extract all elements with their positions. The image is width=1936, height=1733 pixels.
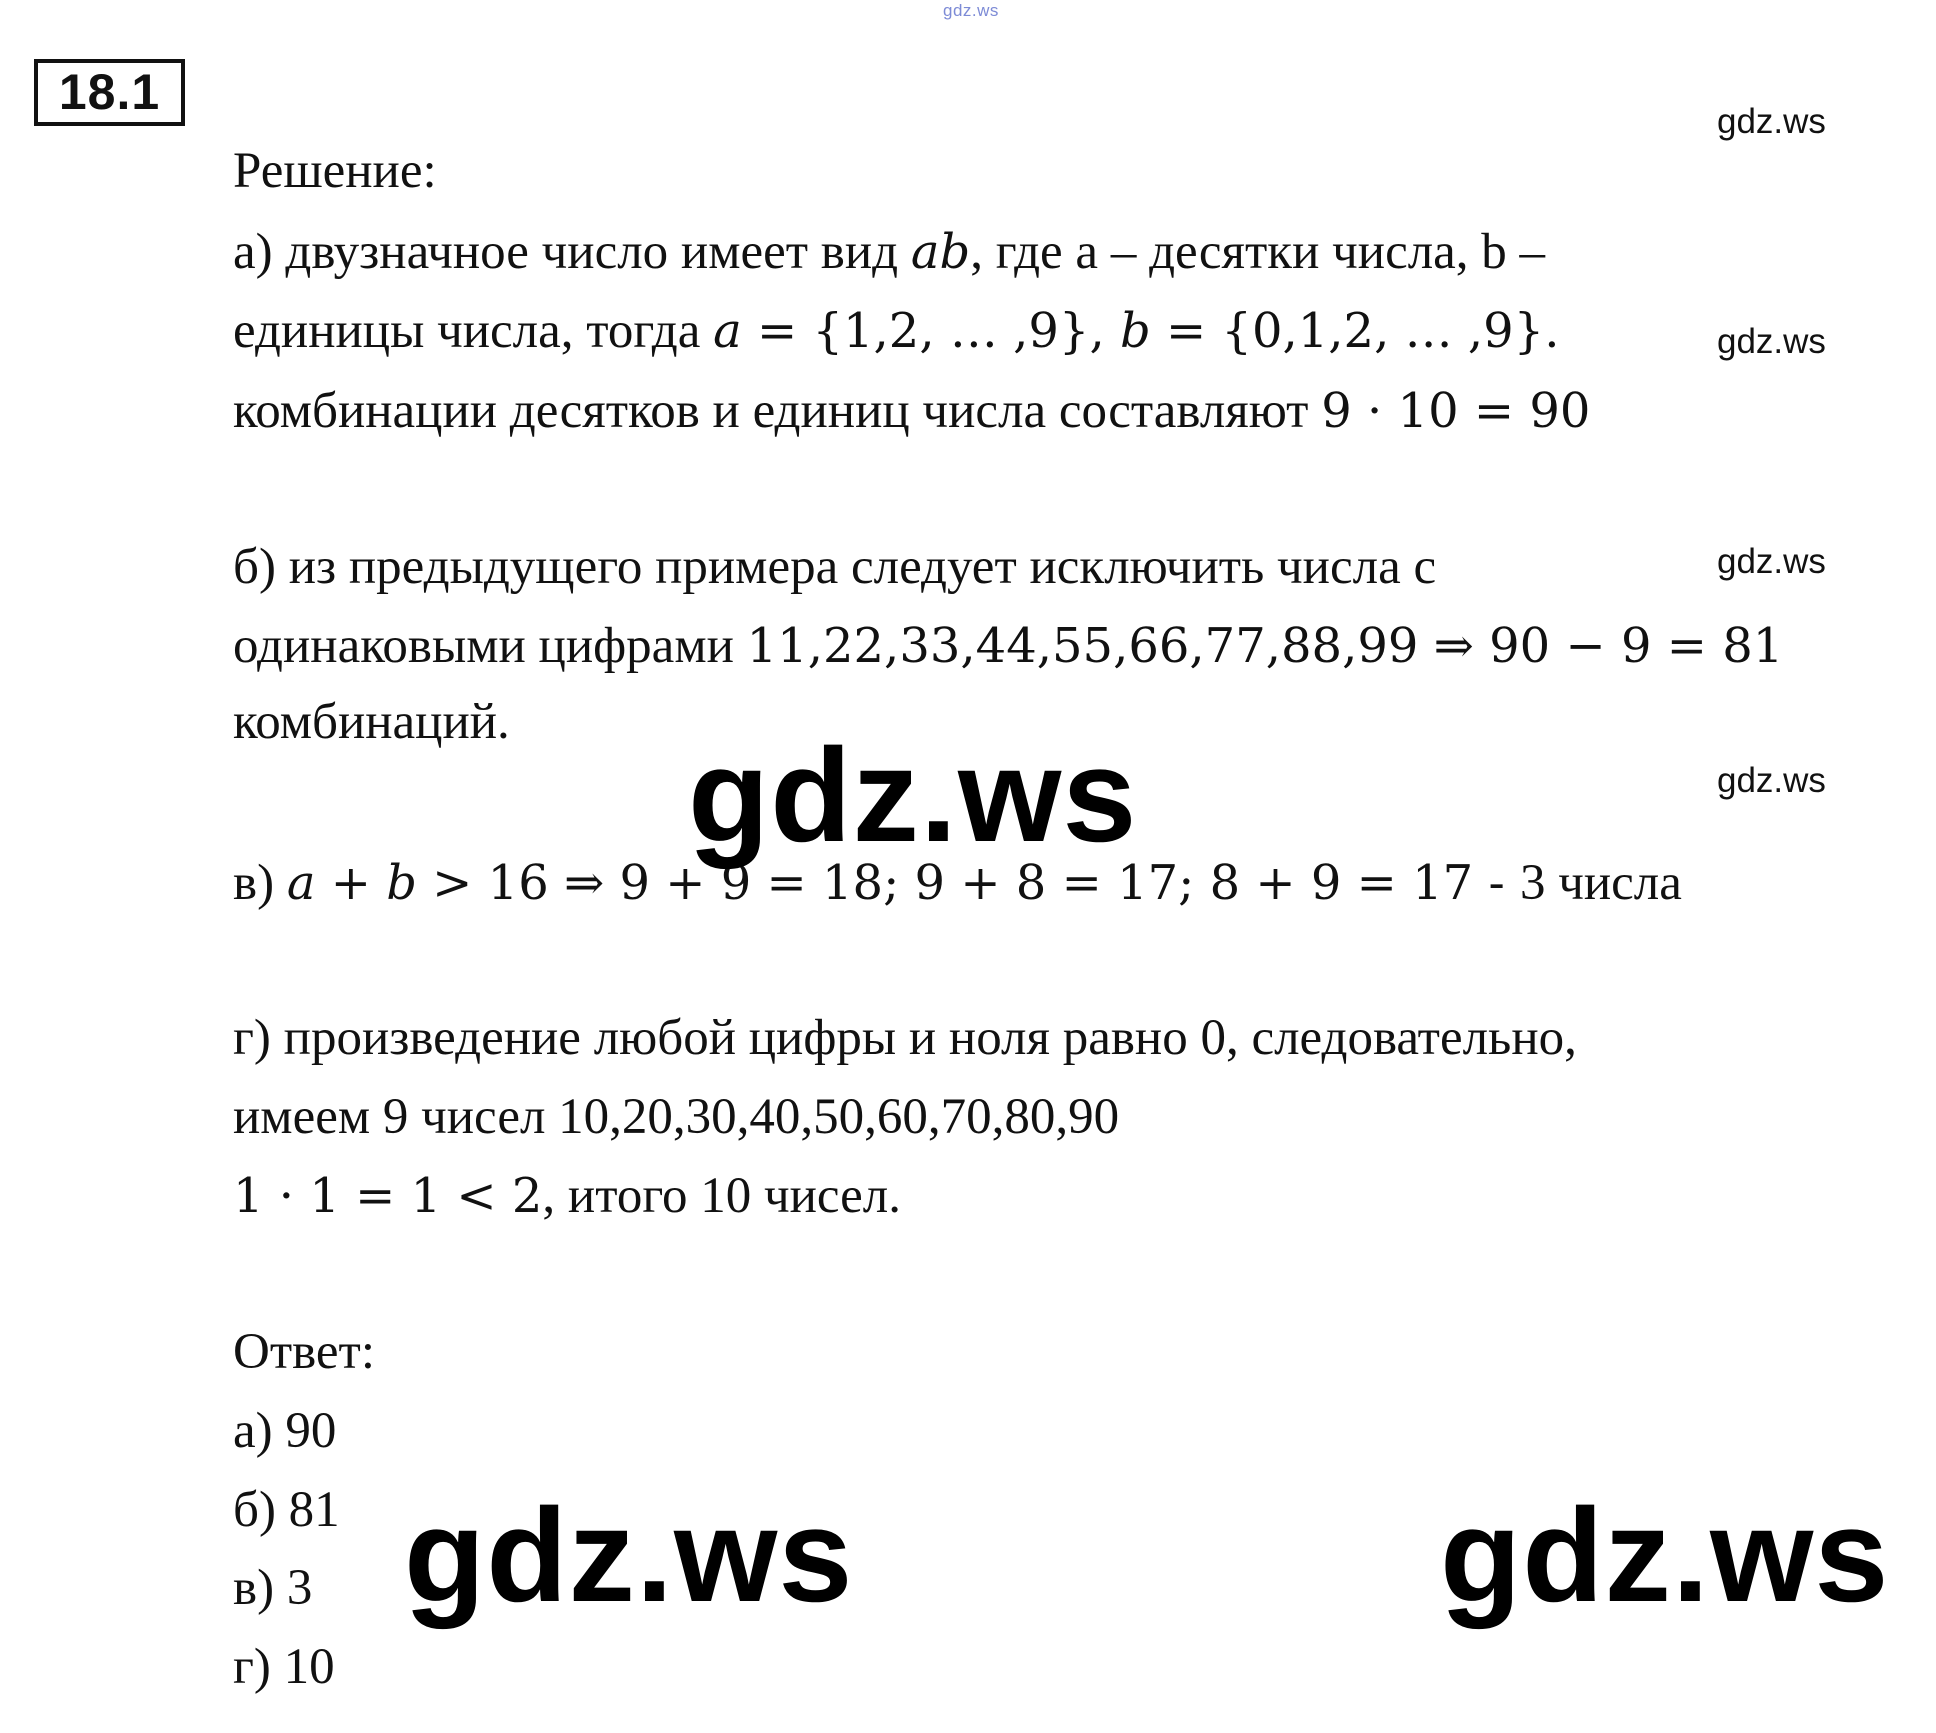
answer-item: г) 10	[233, 1639, 335, 1695]
part-b-line-2-text: одинаковыми цифрами	[233, 618, 747, 674]
part-a-line-2	[233, 301, 1559, 361]
part-g-line-3	[233, 1166, 901, 1226]
part-g-line-1-text: произведение любой цифры и ноля равно 0, следовательно,	[270, 1010, 1577, 1066]
part-a-line-2-text: единицы числа, тогда	[233, 303, 714, 359]
watermark-small: gdz.ws	[1717, 761, 1826, 800]
problem-number: 18.1	[34, 59, 185, 126]
answer-heading: Ответ:	[233, 1324, 375, 1380]
part-a-set-a: = {1,2, … ,9},	[741, 303, 1120, 359]
part-v-var-a: a	[286, 855, 316, 911]
part-g-line-3-text: , итого 10 чисел.	[542, 1168, 901, 1224]
part-b-line-3: комбинаций.	[233, 694, 510, 750]
answer-item: а) 90	[233, 1403, 337, 1459]
part-a-var-ab: ab	[910, 224, 971, 280]
part-v-var-b: b	[386, 855, 417, 911]
answer-item: в) 3	[233, 1560, 313, 1616]
solution-heading: Решение:	[233, 143, 437, 199]
top-watermark: gdz.ws	[943, 1, 999, 20]
part-g-line-2-math: 10,20,30,40,50,60,70,80,90	[558, 1089, 1120, 1145]
part-g-line-2-text: имеем 9 чисел	[233, 1089, 559, 1145]
part-g-line-2	[233, 1087, 1119, 1147]
part-b-label: б)	[233, 539, 276, 595]
part-b-line-1	[233, 537, 1436, 597]
part-a-line-1	[233, 222, 1545, 282]
part-v-tail: 3 числа	[1519, 855, 1682, 911]
part-a-line-3	[233, 381, 1590, 441]
part-a-text-1: двузначное число имеет вид	[272, 224, 911, 280]
part-a-var-a: a	[713, 303, 742, 359]
part-b-line-2-math: 11,22,33,44,55,66,77,88,99 ⇒ 90 − 9 = 81	[746, 618, 1784, 674]
part-a-line-3-text: комбинации десятков и единиц числа составляют	[233, 383, 1322, 439]
answer-item: б) 81	[233, 1482, 340, 1538]
part-a-label: а)	[233, 224, 273, 280]
part-a-var-b: b	[1119, 303, 1151, 359]
part-b-line-2	[233, 616, 1783, 676]
part-a-set-b: = {0,1,2, … ,9}.	[1150, 303, 1560, 359]
watermark-small: gdz.ws	[1717, 322, 1826, 361]
part-v-label: в)	[233, 855, 275, 911]
part-g-line-1	[233, 1008, 1577, 1068]
watermark-small: gdz.ws	[1717, 542, 1826, 581]
watermark-small: gdz.ws	[1717, 102, 1826, 141]
watermark-large: gdz.ws	[404, 1482, 854, 1630]
part-g-line-3-math: 1 · 1 = 1 < 2	[233, 1168, 543, 1224]
watermark-large: gdz.ws	[688, 722, 1138, 870]
part-a-text-2: , где a – десятки числа, b –	[970, 224, 1546, 280]
part-a-line-3-math: 9 · 10 = 90	[1321, 383, 1591, 439]
watermark-large: gdz.ws	[1440, 1482, 1890, 1630]
part-v-math: > 16 ⇒ 9 + 9 = 18; 9 + 8 = 17; 8 + 9 = 17 -	[416, 855, 1520, 911]
part-g-label: г)	[233, 1010, 271, 1066]
part-v-plus: +	[315, 855, 387, 911]
part-b-line-1-text: из предыдущего примера следует исключить числа с	[275, 539, 1437, 595]
